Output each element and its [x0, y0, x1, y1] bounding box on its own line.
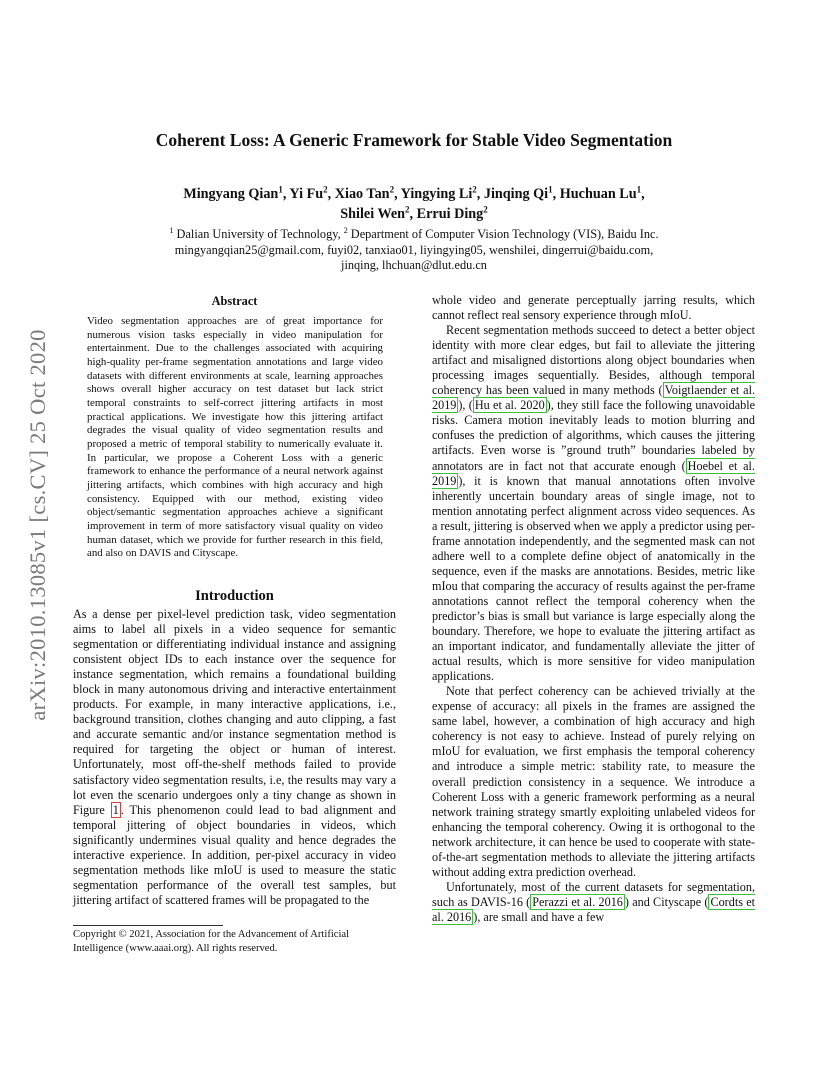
affiliations — [100, 227, 728, 274]
body-text: Recent segmentation methods succeed to detect a better object identity with more clear edges, but fail to alleviate the jittering artifact and misaligned distortions along object boundaries when processing images sequentially. Besides, although temporal coherency has been valued in many methods ( — [432, 323, 755, 398]
affiliation-marker: 2 — [323, 184, 328, 195]
figure-reference-link[interactable]: 1 — [112, 802, 119, 817]
body-text: As a dense per pixel-level prediction task, video segmentation aims to label all pixels in a video sequence for semantic segmentation or differentiating individual instance and assigning consistent object IDs to each instance over the sequence for instance segmentation, which remains a foundational building block in many autonomous driving and interactive entertainment products. For example, in many interactive applications, i.e., background transition, clothes changing and auto clipping, a fast and accurate semantic and/or instance segmentation method is required for targeting the object or human of interest. Unfortunately, most off-the-shelf methods failed to provide satisfactory video segmentation results, i.e, the results may vary a lot even the scenario undergoes only a tiny change as shown in Figure — [73, 607, 396, 817]
citation-link[interactable]: Cordts et al. 2016 — [432, 894, 755, 924]
author-name: Errui Ding — [416, 206, 484, 222]
copyright-footnote: Copyright © 2021, Association for the Advancement of Artificial Intelligence (www.aaai.org). All rights reserved. — [73, 929, 350, 954]
body-paragraph: Note that perfect coherency can be achieved trivially at the expense of accuracy: all pixels in the frames are assigned the same label, however, a combination of high accuracy and high coherency is not easy to achieve. Instead of purely relying on mIoU for evaluation, we first emphasis the temporal coherency and introduce a simple metric: stability rate, to measure the overall prediction consistency in a sequence. We introduce a Coherent Loss with a generic framework performing as a neural network training strategy smartly exploiting unlabeled videos for enhancing the temporal coherency. Owing it is orthogonal to the network architecture, it can hence be used to cooperate with state-of-the-art segmentation methods to alleviate the jittering artifacts without adding extra prediction overhead. — [432, 684, 755, 879]
body-text: Unfortunately, most of the current datasets for segmentation, such as DAVIS-16 ( — [432, 879, 755, 909]
introduction-paragraph — [73, 607, 396, 908]
affiliation-marker: 2 — [472, 184, 477, 195]
body-text: ), it is known that manual annotations often involve inherently uncertain boundary areas of single image, not to mention annotating perfect alignment across video sequences. As a result, jittering is observed when we apply a predictor using per-frame annotation independently, and the segmented mask can not adhere well to a complete define object of anatomically in the sequence, even if the masks are annotations. Besides, metric like mIou that comparing the accuracy of results against the per-frame annotations cannot reflect the temporal coherency when the predictor’s bias is small but variance is large especially along the boundary. Therefore, we hope to evaluate the jittering artifact as an important indicator, and fundamentally alleviate the jitter of actual results, which is more sensitive for video manipulation applications. — [432, 473, 755, 684]
author-list: Mingyang Qian$^1$, Yi Fu$^2$, Xiao Tan$^2$, Yingying Li$^2$, Jinqing Qi$^1$, Huchuan Lu$^1$, Shilei Wen$^2$, Errui Ding$^2$ — [183, 184, 645, 222]
author-name: Jinqing Qi — [483, 186, 549, 202]
affiliation-baidu: Department of Computer Vision Technology (VIS), Baidu Inc. — [347, 227, 659, 241]
author-name: Yi Fu — [289, 186, 324, 202]
affiliation-line — [100, 227, 728, 243]
affiliation-marker: 2 — [483, 204, 488, 215]
author-name: Mingyang Qian — [183, 186, 279, 202]
body-text: ), ( — [458, 398, 473, 413]
affiliation-dalian: Dalian University of Technology, — [173, 227, 344, 241]
body-text: ), they still face the following unavoidable risks. Camera motion inevitably leads to motion blurring and confuses the prediction of algorithms, which causes the jittering artifacts. Even worse is ”ground truth” boundaries labeled by annotators are in fact not that accurate enough ( — [432, 398, 755, 473]
citation-link[interactable]: Hu et al. 2020 — [474, 398, 545, 413]
citation-link[interactable]: Voigtlaender et al. 2019 — [432, 383, 755, 413]
introduction-heading: Introduction — [195, 588, 274, 604]
affiliation-marker: 2 — [343, 225, 348, 235]
footnote-divider — [73, 925, 223, 926]
affiliation-marker: 2 — [389, 184, 395, 195]
author-name: Yingying Li — [400, 186, 473, 202]
author-emails: mingyangqian25@gmail.com, fuyi02, tanxiao01, liyingying05, wenshilei, dingerrui@baidu.com, — [174, 242, 654, 257]
author-name: Huchuan Lu — [559, 186, 637, 202]
affiliation-marker: 1 — [636, 184, 642, 195]
abstract-heading: Abstract — [211, 294, 258, 308]
author-emails: jinqing, lhchuan@dlut.edu.cn — [341, 258, 487, 273]
author-name: Shilei Wen — [340, 206, 406, 222]
affiliation-marker: 1 — [169, 225, 174, 235]
affiliation-marker: 2 — [405, 204, 410, 215]
paper-title: Coherent Loss: A Generic Framework for Stable Video Segmentation — [155, 130, 673, 150]
author-name: Xiao Tan — [334, 186, 390, 202]
arxiv-identifier: arXiv:2010.13085v1 [cs.CV] 25 Oct 2020 — [25, 329, 50, 721]
right-column — [432, 293, 755, 925]
citation-link[interactable]: Perazzi et al. 2016 — [532, 894, 623, 909]
affiliation-marker: 1 — [278, 184, 283, 195]
body-paragraph — [432, 323, 755, 684]
citation-link[interactable]: Hoebel et al. 2019 — [432, 458, 755, 488]
body-text: ), are small and have a few — [473, 909, 605, 924]
body-paragraph: whole video and generate perceptually jarring results, which cannot reflect real sensory experience through mIoU. — [432, 293, 755, 323]
arxiv-sidebar — [18, 285, 58, 765]
body-text: . This phenomenon could lead to bad alignment and temporal jittering of object boundaries in videos, which significantly undermines visual quality and hence degrades the interactive experience. In addition, per-pixel accuracy in video segmentation methods like mIoU is used to measure the static segmentation performance of the overall test samples, but jittering artifact of scattered frames will be propagated to the — [73, 802, 396, 907]
body-text: ) and Cityscape ( — [624, 894, 709, 909]
affiliation-marker: 1 — [548, 184, 553, 195]
body-paragraph — [432, 880, 755, 925]
abstract-text: Video segmentation approaches are of great importance for numerous vision tasks especially in video manipulation for entertainment. Due to the challenges associated with acquiring high-quality per-frame segmentation annotations and large video datasets with different environments at scale, learning approaches shows overall higher accuracy on test dataset but lack strict temporal constraints to self-correct jittering artifacts in most practical applications. We investigate how this jittering artifact degrades the visual quality of video segmentation results and proposed a metric of temporal stability to numerically evaluate it. In particular, we propose a Coherent Loss with a generic framework to enhance the performance of a neural network against jittering artifacts, which combines with high accuracy and high consistency. Equipped with our method, existing video object/semantic segmentation approaches achieve a significant improvement in term of more satisfactory visual quality on video human dataset, which we provide for further research in this field, and also on DAVIS and Cityscape. — [87, 315, 383, 560]
